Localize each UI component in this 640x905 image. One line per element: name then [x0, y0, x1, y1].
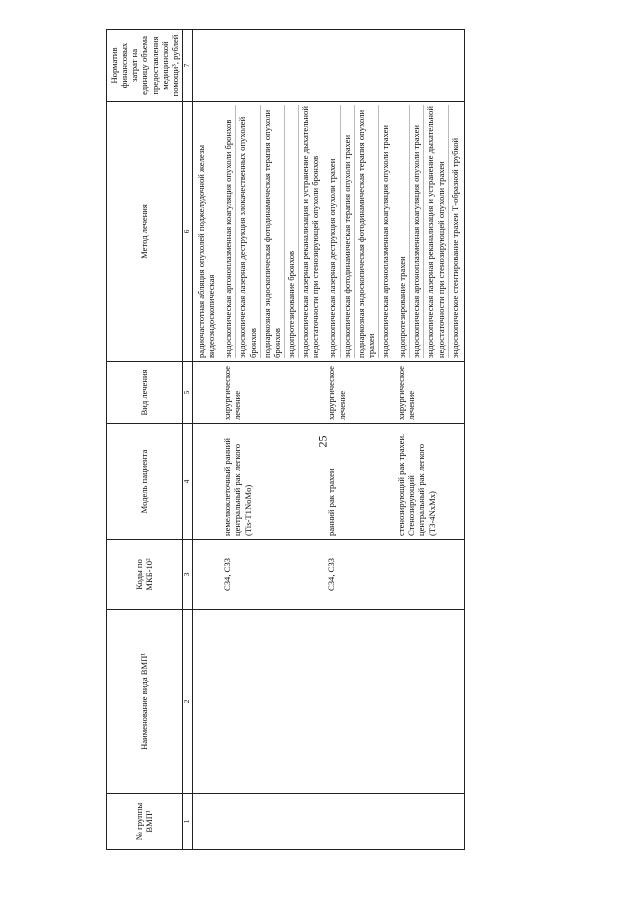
table-row: [220, 30, 324, 850]
treatment-method-item: эндоскопическая лазерная деструкция злокачественных опухолей бронхов: [236, 105, 260, 358]
table-row: [192, 30, 220, 850]
vmp-name-cell: [220, 610, 324, 794]
cost-cell: [220, 30, 324, 102]
treatment-method-cell: [220, 102, 324, 362]
treatment-method-item: эндоскопическая аргоноплазменная коагуляция опухоли бронхов: [222, 105, 236, 358]
header-cost-standard: Норматив финансовых затрат на единицу объема предоставления медицинской помощи³, рублей: [107, 30, 183, 102]
treatment-method-cell: [324, 102, 394, 362]
treatment-method-item: поднаркозная эндоскопическая фотодинамическая терапия опухоли трахеи: [355, 105, 379, 358]
header-treatment-type: Вид лечения: [107, 362, 183, 424]
column-number: 3: [182, 540, 192, 610]
treatment-type-cell: хирургическое лечение: [220, 362, 324, 424]
header-icd-codes: Коды по МКБ-10²: [107, 540, 183, 610]
treatment-method-item: эндопротезирование трахеи: [396, 105, 410, 358]
icd-code-cell: С34, С33: [220, 540, 324, 610]
header-group-number: № группы ВМП¹: [107, 794, 183, 850]
group-number-cell: [192, 794, 220, 850]
icd-code-cell: [192, 540, 220, 610]
column-number-row: [182, 30, 192, 850]
table-row: [324, 30, 394, 850]
column-number: 2: [182, 610, 192, 794]
header-patient-model: Модель пациента: [107, 424, 183, 540]
treatment-type-cell: хирургическое лечение: [394, 362, 464, 424]
vmp-name-cell: [394, 610, 464, 794]
treatment-method-cell: [192, 102, 220, 362]
table-row: [394, 30, 464, 850]
vmp-table: [106, 29, 465, 850]
icd-code-cell: С34, С33: [324, 540, 394, 610]
treatment-method-item: эндоскопическое стентирование трахеи Т-образной трубкой: [449, 137, 460, 358]
patient-model-cell: [192, 424, 220, 540]
group-number-cell: [220, 794, 324, 850]
treatment-method-item: эндопротезирование бронхов: [285, 105, 299, 358]
treatment-method-item: эндоскопическая лазерная реканализация и устранение дыхательной недостаточности при стенозирующей опухоли бронхов: [300, 106, 321, 358]
vmp-name-cell: [324, 610, 394, 794]
treatment-type-cell: [192, 362, 220, 424]
cost-cell: [394, 30, 464, 102]
header-vmp-name: Наименование вида ВМП¹: [107, 610, 183, 794]
cost-cell: [324, 30, 394, 102]
treatment-type-cell: хирургическое лечение: [324, 362, 394, 424]
column-number: 7: [182, 30, 192, 102]
group-number-cell: [394, 794, 464, 850]
page-number: 25: [315, 435, 330, 448]
patient-model-cell: немелкоклеточный ранний центральный рак легкого (Tis-T1NoMo): [220, 424, 324, 540]
header-treatment-method: Метод лечения: [107, 102, 183, 362]
header-row: [107, 30, 183, 850]
treatment-method-item: эндоскопическая аргоноплазменная коагуляция опухоли трахеи: [379, 125, 390, 358]
column-number: 1: [182, 794, 192, 850]
group-number-cell: [324, 794, 394, 850]
rotated-table-area: [106, 30, 576, 850]
treatment-method-item: эндоскопическая аргоноплазменная коагуляция опухоли трахеи: [410, 105, 424, 358]
treatment-method-item: эндоскопическая фотодинамическая терапия опухоли трахеи: [341, 105, 355, 358]
patient-model-cell: стенозирующий рак трахеи. Стенозирующий центральный рак легкого (T3-4NxMx): [394, 424, 464, 540]
icd-code-cell: [394, 540, 464, 610]
column-number: 4: [182, 424, 192, 540]
patient-model-cell: ранний рак трахеи: [324, 424, 394, 540]
treatment-method-item: радиочастотная абляция опухолей поджелудочной железы видеоэндоскопическая: [195, 144, 217, 358]
column-number: 5: [182, 362, 192, 424]
treatment-method-cell: [394, 102, 464, 362]
cost-cell: [192, 30, 220, 102]
treatment-method-item: эндоскопическая лазерная реканализация и устранение дыхательной недостаточности при стенозирующей опухоли трахеи: [424, 105, 448, 358]
treatment-method-item: поднаркозная эндоскопическая фотодинамическая терапия опухоли бронхов: [261, 105, 285, 358]
vmp-name-cell: [192, 610, 220, 794]
treatment-method-item: эндоскопическая лазерная деструкция опухоли трахеи: [326, 105, 340, 358]
column-number: 6: [182, 102, 192, 362]
